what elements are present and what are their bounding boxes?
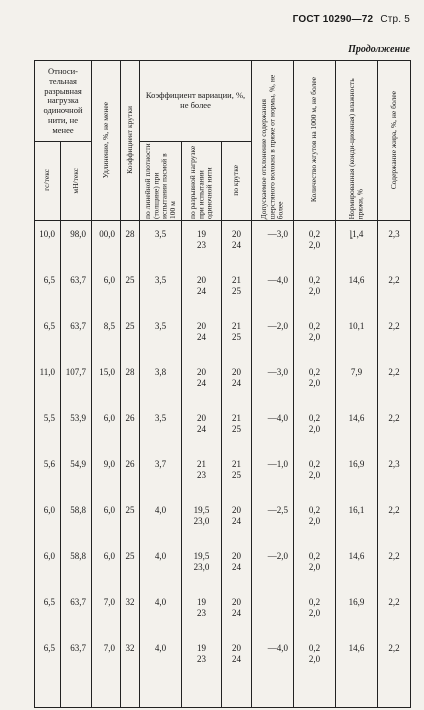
cell-variation-twist [222,270,252,316]
cell-elongation: 9,0 [92,454,121,500]
cell-value: 21 [232,275,242,286]
header-elongation: Удлинение, %, не менее [92,61,121,221]
cell-value: 2,0 [308,239,321,250]
cell-mn-tex: 107,7 [61,362,92,408]
cell-knots [294,500,336,546]
cell-value: 20 [197,275,206,286]
cell-variation-tensile [182,362,222,408]
cell-wool-deviation: —1,0 [252,454,294,500]
cell-value: 20 [232,367,242,378]
cell-variation-linear: 3,5 [140,316,182,362]
spec-table [34,60,411,708]
cell-wool-deviation: —4,0 [252,408,294,454]
cell-variation-linear: 4,0 [140,500,182,546]
cell-knots [294,408,336,454]
cell-fat: 2,2 [378,270,411,316]
cell-variation-tensile [182,638,222,708]
header-moisture: Нормированная (конди-ционная) влажность пряжи, % [336,61,378,221]
cell-knots [294,270,336,316]
cell-value: 0,2 [308,643,321,654]
table-row [35,270,411,316]
table-row [35,221,411,271]
cell-value: 25 [232,469,242,480]
cell-elongation: 7,0 [92,592,121,638]
cell-value: 21 [232,321,242,332]
cell-variation-linear: 4,0 [140,592,182,638]
standard-number: ГОСТ 10290—72 [292,14,374,25]
cell-fat: 2,2 [378,316,411,362]
cell-variation-twist [222,454,252,500]
cell-value: 24 [232,561,242,572]
cell-variation-twist [222,221,252,271]
table-row [35,362,411,408]
cell-value: 25 [232,285,242,296]
cell-mn-tex: 63,7 [61,638,92,708]
cell-variation-linear: 3,5 [140,221,182,271]
cell-elongation: 00,0 [92,221,121,271]
cell-gs-tex: 5,5 [35,408,61,454]
table-row [35,592,411,638]
cell-value: 2,0 [308,469,321,480]
cell-value: 2,0 [308,515,321,526]
cell-value: 24 [232,653,242,664]
cell-value: 24 [232,515,242,526]
cell-value: 20 [197,321,206,332]
cell-value: 19 [197,643,206,654]
cell-value: 0,2 [308,597,321,608]
cell-variation-linear: 4,0 [140,638,182,708]
table-row [35,454,411,500]
cell-wool-deviation: —2,0 [252,546,294,592]
cell-wool-deviation: —2,0 [252,316,294,362]
header-variation-linear: по линейной плотности (толщине) при испытании пасмой в 100 м [140,142,182,221]
cell-twist-coef: 32 [121,592,140,638]
cell-gs-tex: 6,0 [35,500,61,546]
cell-twist-coef: 25 [121,546,140,592]
cell-value: 19,5 [193,505,210,516]
cell-elongation: 6,0 [92,546,121,592]
cell-value: 2,0 [308,653,321,664]
cell-value: 24 [232,607,242,618]
cell-mn-tex: 53,9 [61,408,92,454]
cell-value: 23,0 [193,515,210,526]
cell-fat: 2,2 [378,500,411,546]
cell-mn-tex: 58,8 [61,546,92,592]
cell-value: 21 [197,459,206,470]
page-header [293,14,410,25]
cell-value: 21 [232,413,242,424]
cell-gs-tex: 10,0 [35,221,61,271]
cell-value: 20 [232,643,242,654]
cell-value: 2,0 [308,561,321,572]
cell-twist-coef: 25 [121,500,140,546]
cell-value: 0,2 [308,367,321,378]
cell-variation-tensile [182,454,222,500]
cell-variation-twist [222,316,252,362]
header-variation-group: Коэффициент вариации, %, не более [140,61,252,142]
cell-fat: 2,3 [378,454,411,500]
cell-value: 0,2 [308,229,321,240]
table-row [35,316,411,362]
cell-variation-tensile [182,270,222,316]
cell-value: 23 [197,239,206,250]
cell-wool-deviation: —4,0 [252,270,294,316]
cell-variation-twist [222,638,252,708]
cell-wool-deviation: —4,0 [252,638,294,708]
cell-moisture: 7,9 [336,362,378,408]
cell-knots [294,221,336,271]
cell-value: 21 [232,459,242,470]
cell-value: 23 [197,607,206,618]
cell-value: 25 [232,331,242,342]
cell-value: 19 [197,597,206,608]
cell-value: 20 [197,367,206,378]
cell-fat: 2,3 [378,221,411,271]
cell-variation-tensile [182,221,222,271]
cell-value: 2,0 [308,377,321,388]
cell-moisture: 10,1 [336,316,378,362]
cell-value: 24 [197,331,206,342]
cell-variation-tensile [182,592,222,638]
cell-moisture: 14,6 [336,408,378,454]
cell-variation-linear: 3,7 [140,454,182,500]
cell-value: 2,0 [308,331,321,342]
cell-gs-tex: 5,6 [35,454,61,500]
cell-elongation: 7,0 [92,638,121,708]
cell-knots [294,592,336,638]
cell-knots [294,546,336,592]
cell-value: 24 [197,377,206,388]
cell-moisture: 16,9 [336,592,378,638]
cell-mn-tex: 54,9 [61,454,92,500]
cell-mn-tex: 58,8 [61,500,92,546]
cell-gs-tex: 6,5 [35,638,61,708]
cell-fat: 2,2 [378,408,411,454]
cell-fat: 2,2 [378,546,411,592]
cell-fat: 2,2 [378,592,411,638]
cell-value: 2,0 [308,285,321,296]
cell-mn-tex: 63,7 [61,592,92,638]
cell-variation-twist [222,592,252,638]
cell-variation-tensile [182,546,222,592]
table-row [35,500,411,546]
cell-variation-twist [222,546,252,592]
cell-value: 19,5 [193,551,210,562]
cell-variation-tensile [182,408,222,454]
cell-value: 2,0 [308,607,321,618]
cell-value: 25 [232,423,242,434]
cell-value: 20 [232,551,242,562]
cell-value: 24 [197,285,206,296]
cell-variation-twist [222,500,252,546]
header-wool-deviation: Допускаемое отклонение содержания шерстяного волокна в пряже от нормы, %, не более [252,61,294,221]
cell-twist-coef: 26 [121,408,140,454]
cell-elongation: 6,0 [92,408,121,454]
cell-moisture: 16,1 [336,500,378,546]
cell-value: 20 [197,413,206,424]
cell-wool-deviation: —3,0 [252,221,294,271]
cell-value: 20 [232,505,242,516]
cell-twist-coef: 25 [121,316,140,362]
cell-value: 24 [197,423,206,434]
cell-variation-linear: 3,5 [140,408,182,454]
cell-fat: 2,2 [378,638,411,708]
page-number: Стр. 5 [380,14,410,25]
cell-elongation: 6,0 [92,500,121,546]
cell-value: 24 [232,239,242,250]
cell-value: 24 [232,377,242,388]
cell-value: 0,2 [308,275,321,286]
cell-gs-tex: 6,0 [35,546,61,592]
cell-wool-deviation [252,592,294,638]
cell-variation-tensile [182,316,222,362]
cell-variation-twist [222,362,252,408]
header-gs-tex: гс/текс [35,142,61,221]
cell-value: 23 [197,469,206,480]
header-variation-twist: по крутке [222,142,252,221]
table-row [35,546,411,592]
cell-value: 0,2 [308,551,321,562]
cell-knots [294,454,336,500]
cell-gs-tex: 6,5 [35,316,61,362]
continuation-label: Продолжение [348,44,410,55]
cell-moisture: ȴ1,4 [336,221,378,271]
cell-mn-tex: 63,7 [61,270,92,316]
cell-value: 20 [232,229,242,240]
cell-elongation: 8,5 [92,316,121,362]
cell-wool-deviation: —2,5 [252,500,294,546]
cell-moisture: 14,6 [336,546,378,592]
cell-knots [294,362,336,408]
cell-value: 23,0 [193,561,210,572]
cell-value: 0,2 [308,413,321,424]
cell-value: 0,2 [308,459,321,470]
cell-moisture: 16,9 [336,454,378,500]
cell-gs-tex: 6,5 [35,592,61,638]
cell-value: 2,0 [308,423,321,434]
cell-gs-tex: 11,0 [35,362,61,408]
cell-fat: 2,2 [378,362,411,408]
cell-mn-tex: 98,0 [61,221,92,271]
cell-variation-linear: 4,0 [140,546,182,592]
cell-moisture: 14,6 [336,270,378,316]
header-variation-tensile: по разрывной нагрузке при испытании одиночной нити [182,142,222,221]
table-row [35,408,411,454]
cell-twist-coef: 26 [121,454,140,500]
header-tensile-group: Относи-тельная разрывная нагрузка одиночной нити, не менее [35,61,92,142]
header-fat: Содержание жира, %, не более [378,61,411,221]
cell-knots [294,638,336,708]
cell-twist-coef: 28 [121,221,140,271]
cell-variation-twist [222,408,252,454]
cell-value: 23 [197,653,206,664]
header-mn-tex: мН/текс [61,142,92,221]
cell-value: 0,2 [308,321,321,332]
cell-variation-linear: 3,8 [140,362,182,408]
cell-twist-coef: 25 [121,270,140,316]
cell-value: 20 [232,597,242,608]
cell-mn-tex: 63,7 [61,316,92,362]
header-twist-coef: Коэффициент крутки [121,61,140,221]
cell-knots [294,316,336,362]
cell-value: 19 [197,229,206,240]
cell-value: 0,2 [308,505,321,516]
cell-twist-coef: 28 [121,362,140,408]
table-row [35,638,411,708]
cell-twist-coef: 32 [121,638,140,708]
header-knots: Количество жгутов на 1000 м, не более [294,61,336,221]
cell-moisture: 14,6 [336,638,378,708]
cell-elongation: 15,0 [92,362,121,408]
cell-variation-linear: 3,5 [140,270,182,316]
cell-wool-deviation: —3,0 [252,362,294,408]
cell-variation-tensile [182,500,222,546]
cell-elongation: 6,0 [92,270,121,316]
cell-gs-tex: 6,5 [35,270,61,316]
